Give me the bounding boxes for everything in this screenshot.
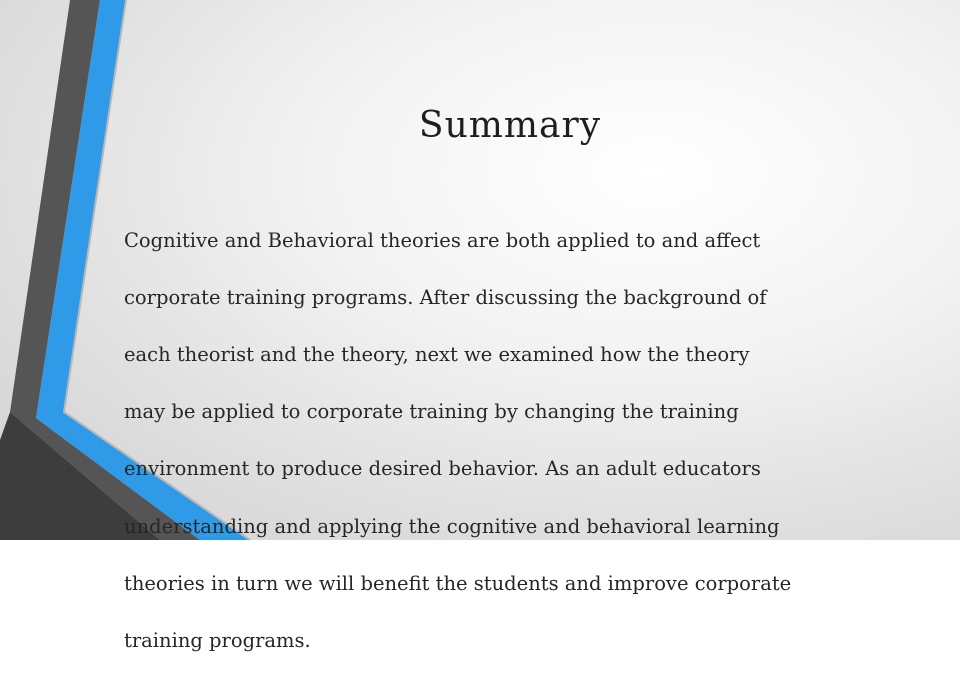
summary-line: corporate training programs. After discussing the background of <box>124 285 767 309</box>
summary-line: theories in turn we will benefit the students and improve corporate <box>124 571 792 595</box>
summary-line: each theorist and the theory, next we examined how the theory <box>124 342 750 366</box>
summary-line: training programs. <box>124 628 311 652</box>
summary-line: Cognitive and Behavioral theories are both applied to and affect <box>124 228 761 252</box>
slide-title: Summary <box>418 105 602 146</box>
summary-line: understanding and applying the cognitive and behavioral learning <box>124 514 780 538</box>
summary-paragraph <box>124 198 914 684</box>
summary-line: may be applied to corporate training by changing the training <box>124 400 739 424</box>
summary-line: environment to produce desired behavior. As an adult educators <box>124 457 761 481</box>
